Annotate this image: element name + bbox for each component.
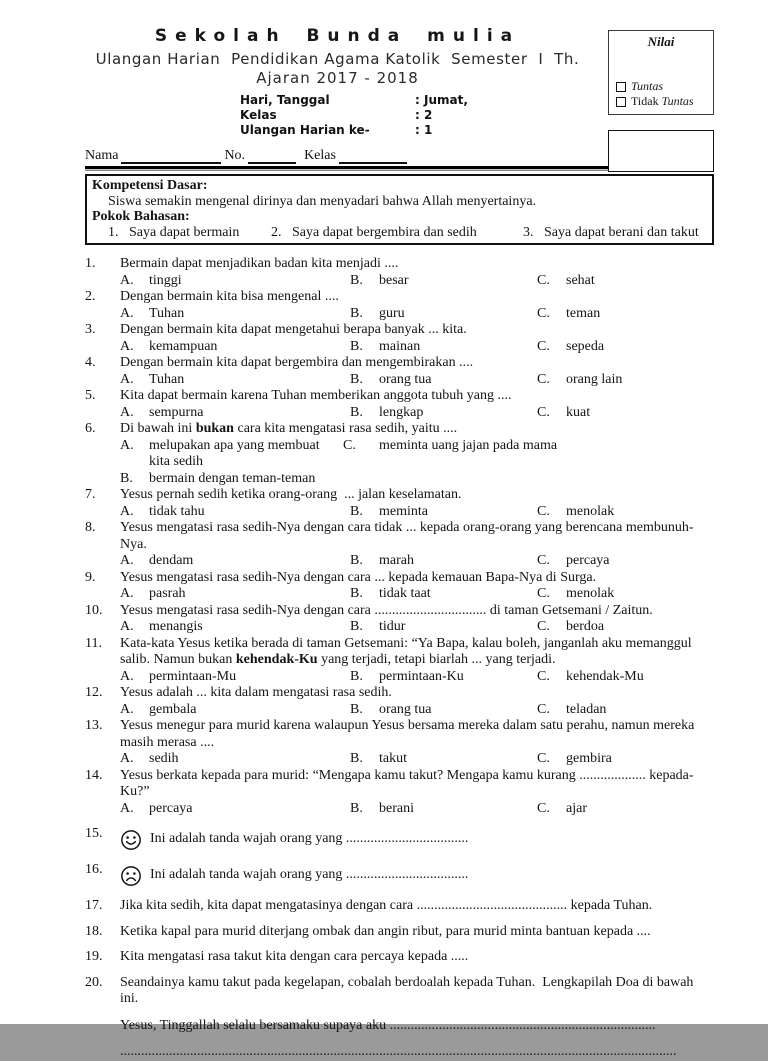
question-body xyxy=(120,487,715,520)
question-number: 2. xyxy=(85,289,96,304)
question-number: 10. xyxy=(85,602,103,618)
option-text: pasrah xyxy=(149,586,186,601)
option-text: percaya xyxy=(149,800,193,816)
pokok-bahasan-heading: Pokok Bahasan: xyxy=(92,209,190,224)
question-text-segment: Ini adalah tanda wajah orang yang ................................... xyxy=(150,867,469,883)
option-text: sepeda xyxy=(566,338,605,354)
option-text: besar xyxy=(379,272,409,288)
question-text-segment: Seandainya kamu takut pada kegelapan, cobalah berdoalah kepada Tuhan. Lengkapilah Doa di bawah ini. xyxy=(120,974,697,1006)
question-number: 13. xyxy=(85,718,103,733)
option-letter: A. xyxy=(120,305,134,321)
options-row xyxy=(120,553,715,570)
question-text-segment: Dengan bermain kita bisa mengenal .... xyxy=(120,289,339,304)
question-number: 15. xyxy=(85,826,103,841)
kompetensi-heading: Kompetensi Dasar: xyxy=(92,178,208,193)
options-row xyxy=(120,339,715,356)
answer-option xyxy=(120,273,350,290)
option-text: orang tua xyxy=(379,701,432,717)
option-letter: C. xyxy=(537,619,550,634)
option-letter: B. xyxy=(350,305,363,321)
option-letter: A. xyxy=(120,751,134,766)
question-text xyxy=(120,421,715,438)
option-letter: B. xyxy=(350,503,363,519)
question xyxy=(85,949,715,966)
question-text xyxy=(120,826,715,853)
topic-item: 2. Saya dapat bergembira dan sedih xyxy=(271,224,477,240)
class-field-label: Kelas xyxy=(304,148,336,163)
option-letter: A. xyxy=(120,553,134,568)
number-field-line xyxy=(248,148,296,164)
answer-option xyxy=(343,438,715,471)
question-text xyxy=(120,862,715,889)
question-text xyxy=(120,603,715,620)
option-text: marah xyxy=(379,553,414,568)
option-letter: C. xyxy=(537,800,550,816)
option-letter: B. xyxy=(350,668,363,684)
question-number: 11. xyxy=(85,635,102,651)
option-letter: A. xyxy=(120,701,134,717)
question-body xyxy=(120,421,715,487)
question-text-segment: Jika kita sedih, kita dapat mengatasinya dengan cara ........................................... kepada Tuhan. xyxy=(120,898,653,913)
question-text-segment: cara kita mengatasi rasa sedih, yaitu .... xyxy=(233,421,458,436)
question xyxy=(85,924,715,941)
option-text: meminta xyxy=(379,503,428,519)
answer-option xyxy=(120,751,350,768)
question xyxy=(85,570,715,603)
question xyxy=(85,603,715,636)
option-text: menangis xyxy=(149,619,203,634)
options-row xyxy=(120,504,715,521)
class-field-line xyxy=(339,148,407,164)
answer-option xyxy=(537,306,715,323)
question-text xyxy=(120,355,715,372)
options-row xyxy=(120,801,715,818)
question-text-bold: bukan xyxy=(195,421,234,436)
options-row xyxy=(120,273,715,290)
question-number: 1. xyxy=(85,256,96,271)
answer-option xyxy=(120,372,350,389)
option-letter: A. xyxy=(120,371,134,387)
answer-option xyxy=(120,339,350,356)
question-body xyxy=(120,520,715,570)
answer-option xyxy=(350,372,537,389)
answer-option xyxy=(120,471,715,488)
question-number: 4. xyxy=(85,355,96,370)
question-body xyxy=(120,975,715,1061)
option-text: bermain dengan teman-teman xyxy=(149,470,316,486)
exam-subtitle-line1: Ulangan Harian Pendidikan Agama Katolik Semester I Th. xyxy=(95,50,580,68)
question xyxy=(85,355,715,388)
answer-option xyxy=(537,702,715,719)
question-text xyxy=(120,924,715,941)
kompetensi-text: Siswa semakin mengenal dirinya dan menyadari bahwa Allah menyertainya. xyxy=(108,193,537,209)
answer-option xyxy=(350,669,537,686)
option-letter: A. xyxy=(120,437,134,453)
question-body xyxy=(120,289,715,322)
question-text-segment: Yesus mengatasi rasa sedih-Nya dengan cara ................................ di taman Getsemani / Zaitun. xyxy=(120,602,653,618)
document-header xyxy=(85,26,590,138)
school-name: Sekolah Bunda mulia xyxy=(154,26,521,46)
question-body xyxy=(120,924,715,941)
question-body xyxy=(120,322,715,355)
option-letter: C. xyxy=(537,305,550,321)
question xyxy=(85,256,715,289)
option-text: gembala xyxy=(149,701,197,717)
document-content xyxy=(85,26,715,1061)
option-text: teman xyxy=(566,305,601,321)
kompetensi-box xyxy=(85,174,714,245)
question xyxy=(85,898,715,915)
answer-option xyxy=(120,504,350,521)
question xyxy=(85,322,715,355)
option-text: dendam xyxy=(149,553,194,568)
info-row-class: Kelas : 2 xyxy=(240,108,433,122)
question xyxy=(85,718,715,768)
option-letter: B. xyxy=(350,338,363,354)
option-letter: C. xyxy=(537,751,550,766)
option-text: gembira xyxy=(566,751,612,766)
option-letter: A. xyxy=(120,800,134,816)
option-text: permintaan-Ku xyxy=(379,668,464,684)
question-body xyxy=(120,768,715,818)
answer-option xyxy=(537,504,715,521)
answer-option xyxy=(537,339,715,356)
option-letter: A. xyxy=(120,586,134,601)
header-separator-line xyxy=(85,166,608,171)
question xyxy=(85,636,715,686)
options-row xyxy=(120,471,715,488)
question-number: 9. xyxy=(85,569,96,585)
option-letter: A. xyxy=(120,338,134,354)
exam-subtitle-line2: Ajaran 2017 - 2018 xyxy=(256,69,419,87)
option-text: melupakan apa yang membuat kita sedih xyxy=(149,437,320,469)
question-text-segment: Yesus mengatasi rasa sedih-Nya dengan cara ... kepada kemauan Bapa-Nya di Surga. xyxy=(120,569,597,585)
option-text: orang tua xyxy=(379,371,432,387)
question-number: 7. xyxy=(85,487,96,502)
option-letter: A. xyxy=(120,503,134,519)
option-text: guru xyxy=(379,305,405,321)
question-text xyxy=(120,520,715,553)
question-text xyxy=(120,487,715,504)
options-row xyxy=(120,751,715,768)
question-number: 8. xyxy=(85,520,96,535)
question-text-segment: Yesus menegur para murid karena walaupun Yesus bersama mereka dalam satu perahu, namun mereka masih merasa .... xyxy=(120,718,698,750)
option-text: kehendak-Mu xyxy=(566,668,644,684)
option-text: sempurna xyxy=(149,404,204,420)
options-row xyxy=(120,438,715,471)
option-letter: C. xyxy=(537,404,550,420)
question-text xyxy=(120,949,715,966)
option-text: orang lain xyxy=(566,371,623,387)
answer-option xyxy=(350,553,537,570)
option-text: tidak taat xyxy=(379,586,431,601)
option-text: berdoa xyxy=(566,619,605,634)
options-row xyxy=(120,586,715,603)
question-text-segment: Dengan bermain kita dapat mengetahui berapa banyak ... kita. xyxy=(120,322,467,337)
question-text-segment: Yesus pernah sedih ketika orang-orang ... jalan keselamatan. xyxy=(120,487,462,502)
question-text-segment: Di bawah ini xyxy=(120,421,196,436)
option-letter: B. xyxy=(350,751,363,766)
topic-item: 1. Saya dapat bermain xyxy=(108,224,240,240)
options-row xyxy=(120,619,715,636)
answer-option xyxy=(537,751,715,768)
option-letter: C. xyxy=(537,503,550,519)
option-text: teladan xyxy=(566,701,607,717)
question-text xyxy=(120,289,715,306)
number-field-label: No. xyxy=(224,148,246,163)
question-text xyxy=(120,718,715,751)
question-text-segment: Ketika kapal para murid diterjang ombak dan angin ribut, para murid minta bantuan kepada .... xyxy=(120,923,651,939)
question xyxy=(85,975,715,1061)
answer-option xyxy=(120,306,350,323)
question-number: 12. xyxy=(85,685,103,700)
question-body xyxy=(120,826,715,853)
question-body xyxy=(120,570,715,603)
option-letter: C. xyxy=(537,586,550,601)
question-text xyxy=(120,322,715,339)
option-letter: C. xyxy=(537,272,550,288)
question-body xyxy=(120,603,715,636)
question-number: 18. xyxy=(85,923,103,939)
name-field-label: Nama xyxy=(85,148,119,163)
answer-option xyxy=(350,504,537,521)
question-text xyxy=(120,975,715,1008)
option-letter: C. xyxy=(537,371,550,387)
answer-option xyxy=(120,586,350,603)
option-letter: C. xyxy=(343,437,356,453)
topic-item: 3. Saya dapat berani dan takut xyxy=(523,224,699,240)
options-row xyxy=(120,702,715,719)
info-row-date: Hari, Tanggal : Jumat, xyxy=(240,93,468,107)
option-letter: B. xyxy=(350,619,363,634)
question-number: 16. xyxy=(85,862,103,877)
tidak-tuntas-label: Tidak Tuntas xyxy=(631,94,694,108)
empty-score-box xyxy=(608,130,714,172)
info-row-exam-number: Ulangan Harian ke- : 1 xyxy=(240,123,433,137)
option-letter: A. xyxy=(120,668,134,684)
questions-list xyxy=(85,256,715,1061)
question-text xyxy=(120,685,715,702)
question-text xyxy=(120,388,715,405)
answer-option xyxy=(350,339,537,356)
answer-option xyxy=(120,438,343,471)
question-text-segment: Bermain dapat menjadikan badan kita menjadi .... xyxy=(120,256,399,271)
answer-option xyxy=(350,306,537,323)
option-letter: C. xyxy=(537,338,550,354)
option-letter: A. xyxy=(120,619,134,634)
option-letter: A. xyxy=(120,272,134,288)
option-text: kemampuan xyxy=(149,338,218,354)
question-text-segment: Kita mengatasi rasa takut kita dengan cara percaya kepada ..... xyxy=(120,949,469,964)
question-number: 17. xyxy=(85,898,103,913)
answer-option xyxy=(350,801,537,818)
option-text: Tuhan xyxy=(149,371,185,387)
answer-option xyxy=(120,405,350,422)
question-text xyxy=(120,570,715,587)
option-text: tidur xyxy=(379,619,406,634)
question-body xyxy=(120,636,715,686)
question xyxy=(85,685,715,718)
topic-list xyxy=(92,225,707,241)
question-text xyxy=(120,256,715,273)
option-text: tinggi xyxy=(149,272,182,288)
answer-option xyxy=(350,586,537,603)
question-body xyxy=(120,718,715,768)
question-number: 6. xyxy=(85,421,96,436)
answer-option xyxy=(537,586,715,603)
answer-line: ............................................................................................................................................................... xyxy=(120,1044,677,1059)
question-body xyxy=(120,949,715,966)
option-letter: C. xyxy=(537,701,550,717)
options-row xyxy=(120,669,715,686)
question xyxy=(85,768,715,818)
answer-option xyxy=(537,669,715,686)
question xyxy=(85,421,715,487)
answer-option xyxy=(120,801,350,818)
question-text-segment: Kita dapat bermain karena Tuhan memberikan anggota tubuh yang .... xyxy=(120,388,512,403)
answer-option xyxy=(537,273,715,290)
question xyxy=(85,520,715,570)
answer-option xyxy=(350,702,537,719)
question-body xyxy=(120,898,715,915)
option-letter: C. xyxy=(537,553,550,568)
answer-option xyxy=(350,273,537,290)
option-text: Tuhan xyxy=(149,305,185,321)
question-text xyxy=(120,636,715,669)
options-row xyxy=(120,405,715,422)
answer-option xyxy=(537,405,715,422)
question-body xyxy=(120,388,715,421)
question xyxy=(85,289,715,322)
option-letter: C. xyxy=(537,668,550,684)
question xyxy=(85,487,715,520)
options-row xyxy=(120,372,715,389)
nilai-title: Nilai xyxy=(647,34,675,49)
option-text: permintaan-Mu xyxy=(149,668,237,684)
question-number: 20. xyxy=(85,974,103,990)
answer-option xyxy=(120,669,350,686)
option-text: takut xyxy=(379,751,407,766)
tuntas-label: Tuntas xyxy=(631,79,664,93)
option-text: ajar xyxy=(566,800,587,816)
option-text: meminta uang jajan pada mama xyxy=(379,437,558,453)
option-letter: B. xyxy=(350,701,363,717)
answer-option xyxy=(350,751,537,768)
question-text-bold: kehendak-Ku xyxy=(235,652,318,667)
name-field-line xyxy=(121,148,221,164)
option-text: menolak xyxy=(566,503,615,519)
option-text: mainan xyxy=(379,338,421,354)
answer-option xyxy=(350,619,537,636)
option-letter: B. xyxy=(350,586,363,601)
option-letter: B. xyxy=(350,553,363,568)
answer-option xyxy=(120,553,350,570)
option-letter: B. xyxy=(350,800,363,816)
answer-option xyxy=(120,619,350,636)
question xyxy=(85,862,715,889)
answer-option xyxy=(537,801,715,818)
question-text-segment: Kata-kata Yesus ketika berada di taman Getsemani: “Ya Bapa, kalau boleh, janganlah aku memanggul salib. Namun bukan xyxy=(120,635,696,667)
exam-info-block xyxy=(240,93,590,138)
option-letter: B. xyxy=(350,404,363,420)
question-number: 3. xyxy=(85,322,96,337)
answer-line: Yesus, Tinggallah selalu bersamaku supaya aku ............................................................................ xyxy=(120,1017,656,1033)
question-text-segment: Yesus berkata kepada para murid: “Mengapa kamu takut? Mengapa kamu kurang ................... kepada-Ku?” xyxy=(120,767,694,799)
question-body xyxy=(120,256,715,289)
answer-option xyxy=(120,702,350,719)
question-text xyxy=(120,768,715,801)
sad-face-icon xyxy=(120,865,142,887)
option-text: sedih xyxy=(149,751,179,766)
answer-option xyxy=(537,619,715,636)
option-text: menolak xyxy=(566,586,615,601)
answer-option xyxy=(537,553,715,570)
answer-option xyxy=(537,372,715,389)
option-text: lengkap xyxy=(379,404,424,420)
question-text-segment: Ini adalah tanda wajah orang yang ................................... xyxy=(150,831,469,847)
question-body xyxy=(120,685,715,718)
option-letter: B. xyxy=(350,272,363,288)
question-number: 14. xyxy=(85,767,103,783)
question-text-segment: Dengan bermain kita dapat bergembira dan mengembirakan .... xyxy=(120,355,474,370)
question xyxy=(85,826,715,853)
question xyxy=(85,388,715,421)
question-body xyxy=(120,355,715,388)
smiley-face-icon xyxy=(120,829,142,851)
option-letter: B. xyxy=(120,470,133,486)
option-text: tidak tahu xyxy=(149,503,205,519)
option-text: kuat xyxy=(566,404,591,420)
option-text: sehat xyxy=(566,272,595,288)
answer-option xyxy=(350,405,537,422)
question-text-segment: Yesus mengatasi rasa sedih-Nya dengan cara tidak ... kepada orang-orang yang berencana membunuh-Nya. xyxy=(120,520,694,552)
question-body xyxy=(120,862,715,889)
option-letter: A. xyxy=(120,404,134,420)
options-row xyxy=(120,306,715,323)
option-letter: B. xyxy=(350,371,363,387)
question-text-segment: Yesus adalah ... kita dalam mengatasi rasa sedih. xyxy=(120,685,392,700)
option-text: berani xyxy=(379,800,414,816)
option-text: percaya xyxy=(566,553,610,568)
question-number: 5. xyxy=(85,388,96,403)
question-text xyxy=(120,898,715,915)
question-text-segment: yang terjadi, tetapi biarlah ... yang terjadi. xyxy=(317,652,556,667)
question-number: 19. xyxy=(85,949,103,964)
